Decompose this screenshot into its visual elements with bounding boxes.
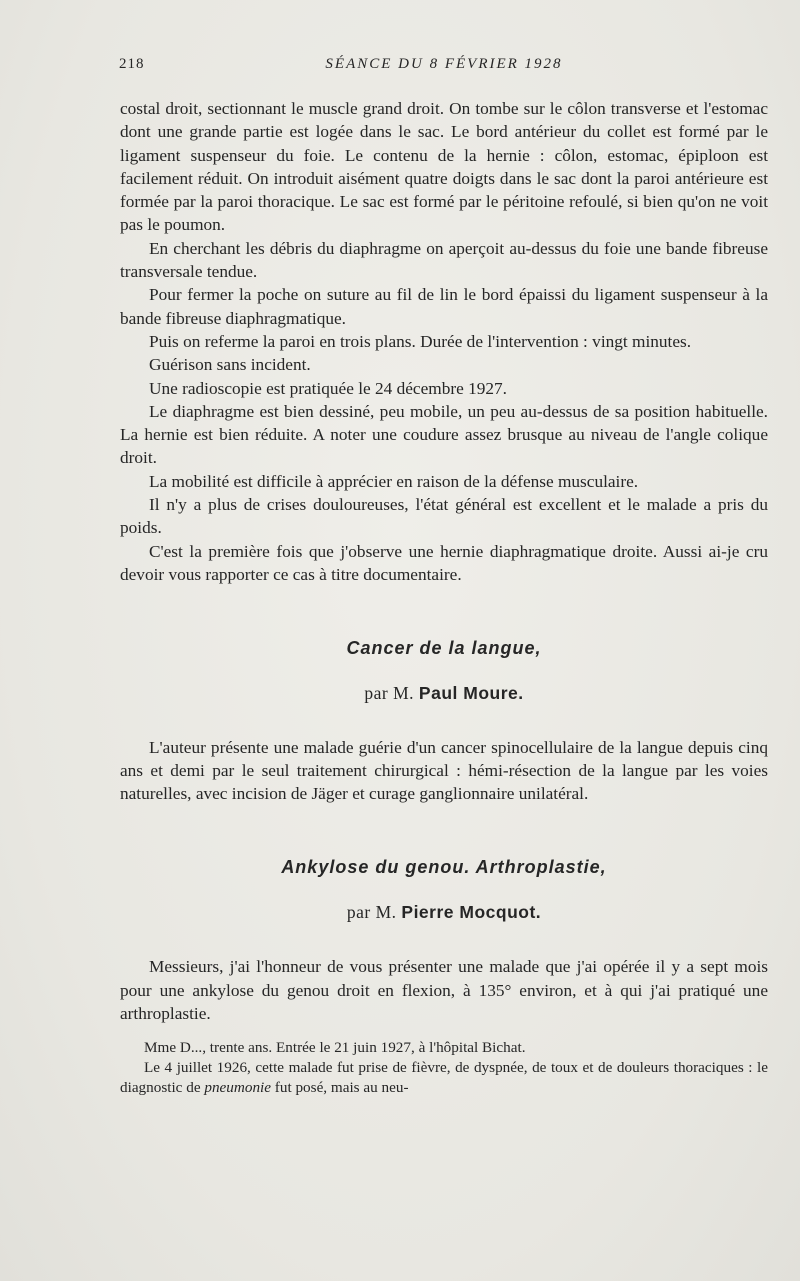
observation-text: fut posé, mais au neu- [274, 1079, 409, 1097]
observation-text: Le 4 juillet 1926, cette malade fut prise de fièvre, de dyspnée, de toux et de douleurs thoraciques : le diagnostic de [120, 1059, 768, 1097]
author-name: Paul Moure. [418, 682, 524, 703]
running-title: SÉANCE DU 8 FÉVRIER 1928 [325, 56, 563, 72]
byline-prefix: par M. [364, 682, 415, 703]
paragraph: C'est la première fois que j'observe une hernie diaphragmatique droite. Aussi ai-je cru devoir vous rapporter ce cas à titre documentaire. [120, 541, 768, 584]
observation-line: Mme D..., trente ans. Entrée le 21 juin 1927, à l'hôpital Bichat. [144, 1039, 526, 1057]
byline-prefix: par M. [346, 902, 397, 923]
page-number: 218 [119, 56, 145, 72]
author-name: Pierre Mocquot. [401, 902, 542, 923]
paragraph: L'auteur présente une malade guérie d'un cancer spinocellulaire de la langue depuis cinq ans et demi par le seul traitement chirurgical : hémi-résection de la langue par les voies naturelles, avec incision de Jäger et curage ganglionnaire unilatéral. [120, 737, 768, 804]
paragraph: La mobilité est difficile à apprécier en raison de la défense musculaire. [149, 471, 639, 491]
paragraph: Il n'y a plus de crises douloureuses, l'état général est excellent et le malade a pris du poids. [120, 495, 768, 538]
section-title-ankylose: Ankylose du genou. Arthroplastie, [281, 856, 607, 877]
observation-line [120, 1058, 768, 1098]
paragraph: Messieurs, j'ai l'honneur de vous présenter une malade que j'ai opérée il y a sept mois pour une ankylose du genou droit en flexion, à 135° environ, et à qui j'ai pratiqué une arthroplastie. [120, 957, 768, 1023]
paragraph: costal droit, sectionnant le muscle grand droit. On tombe sur le côlon transverse et l'estomac dont une grande partie est logée dans le sac. Le bord antérieur du collet est formé par le ligament suspenseur du foie. Le contenu de la hernie : côlon, estomac, épiploon est facilement réduit. On introduit aisément quatre doigts dans le sac dont la paroi antérieure est formée par la paroi thoracique. Le sac est formé par le péritoine refoulé, si bien qu'on ne voit pas le poumon. [120, 99, 768, 235]
paragraph: Le diaphragme est bien dessiné, peu mobile, un peu au-dessus de sa position habituelle. La hernie est bien réduite. A noter une coudure assez brusque au niveau de l'angle colique droit. [120, 401, 768, 468]
paragraph: Puis on referme la paroi en trois plans. Durée de l'intervention : vingt minutes. [149, 331, 692, 351]
page-body [120, 97, 768, 1098]
paragraph: En cherchant les débris du diaphragme on aperçoit au-dessus du foie une bande fibreuse transversale tendue. [120, 238, 768, 282]
byline-ankylose [120, 901, 768, 924]
observation-block [120, 1038, 768, 1098]
diagnosis-term: pneumonie [204, 1079, 271, 1097]
paragraph: Une radioscopie est pratiquée le 24 décembre 1927. [149, 378, 507, 398]
section-title-cancer: Cancer de la langue, [346, 638, 542, 659]
byline-cancer [120, 682, 768, 705]
running-header [119, 56, 769, 80]
paragraph: Pour fermer la poche on suture au fil de lin le bord épaissi du ligament suspenseur à la bande fibreuse diaphragmatique. [120, 285, 768, 328]
paragraph: Guérison sans incident. [149, 355, 311, 375]
